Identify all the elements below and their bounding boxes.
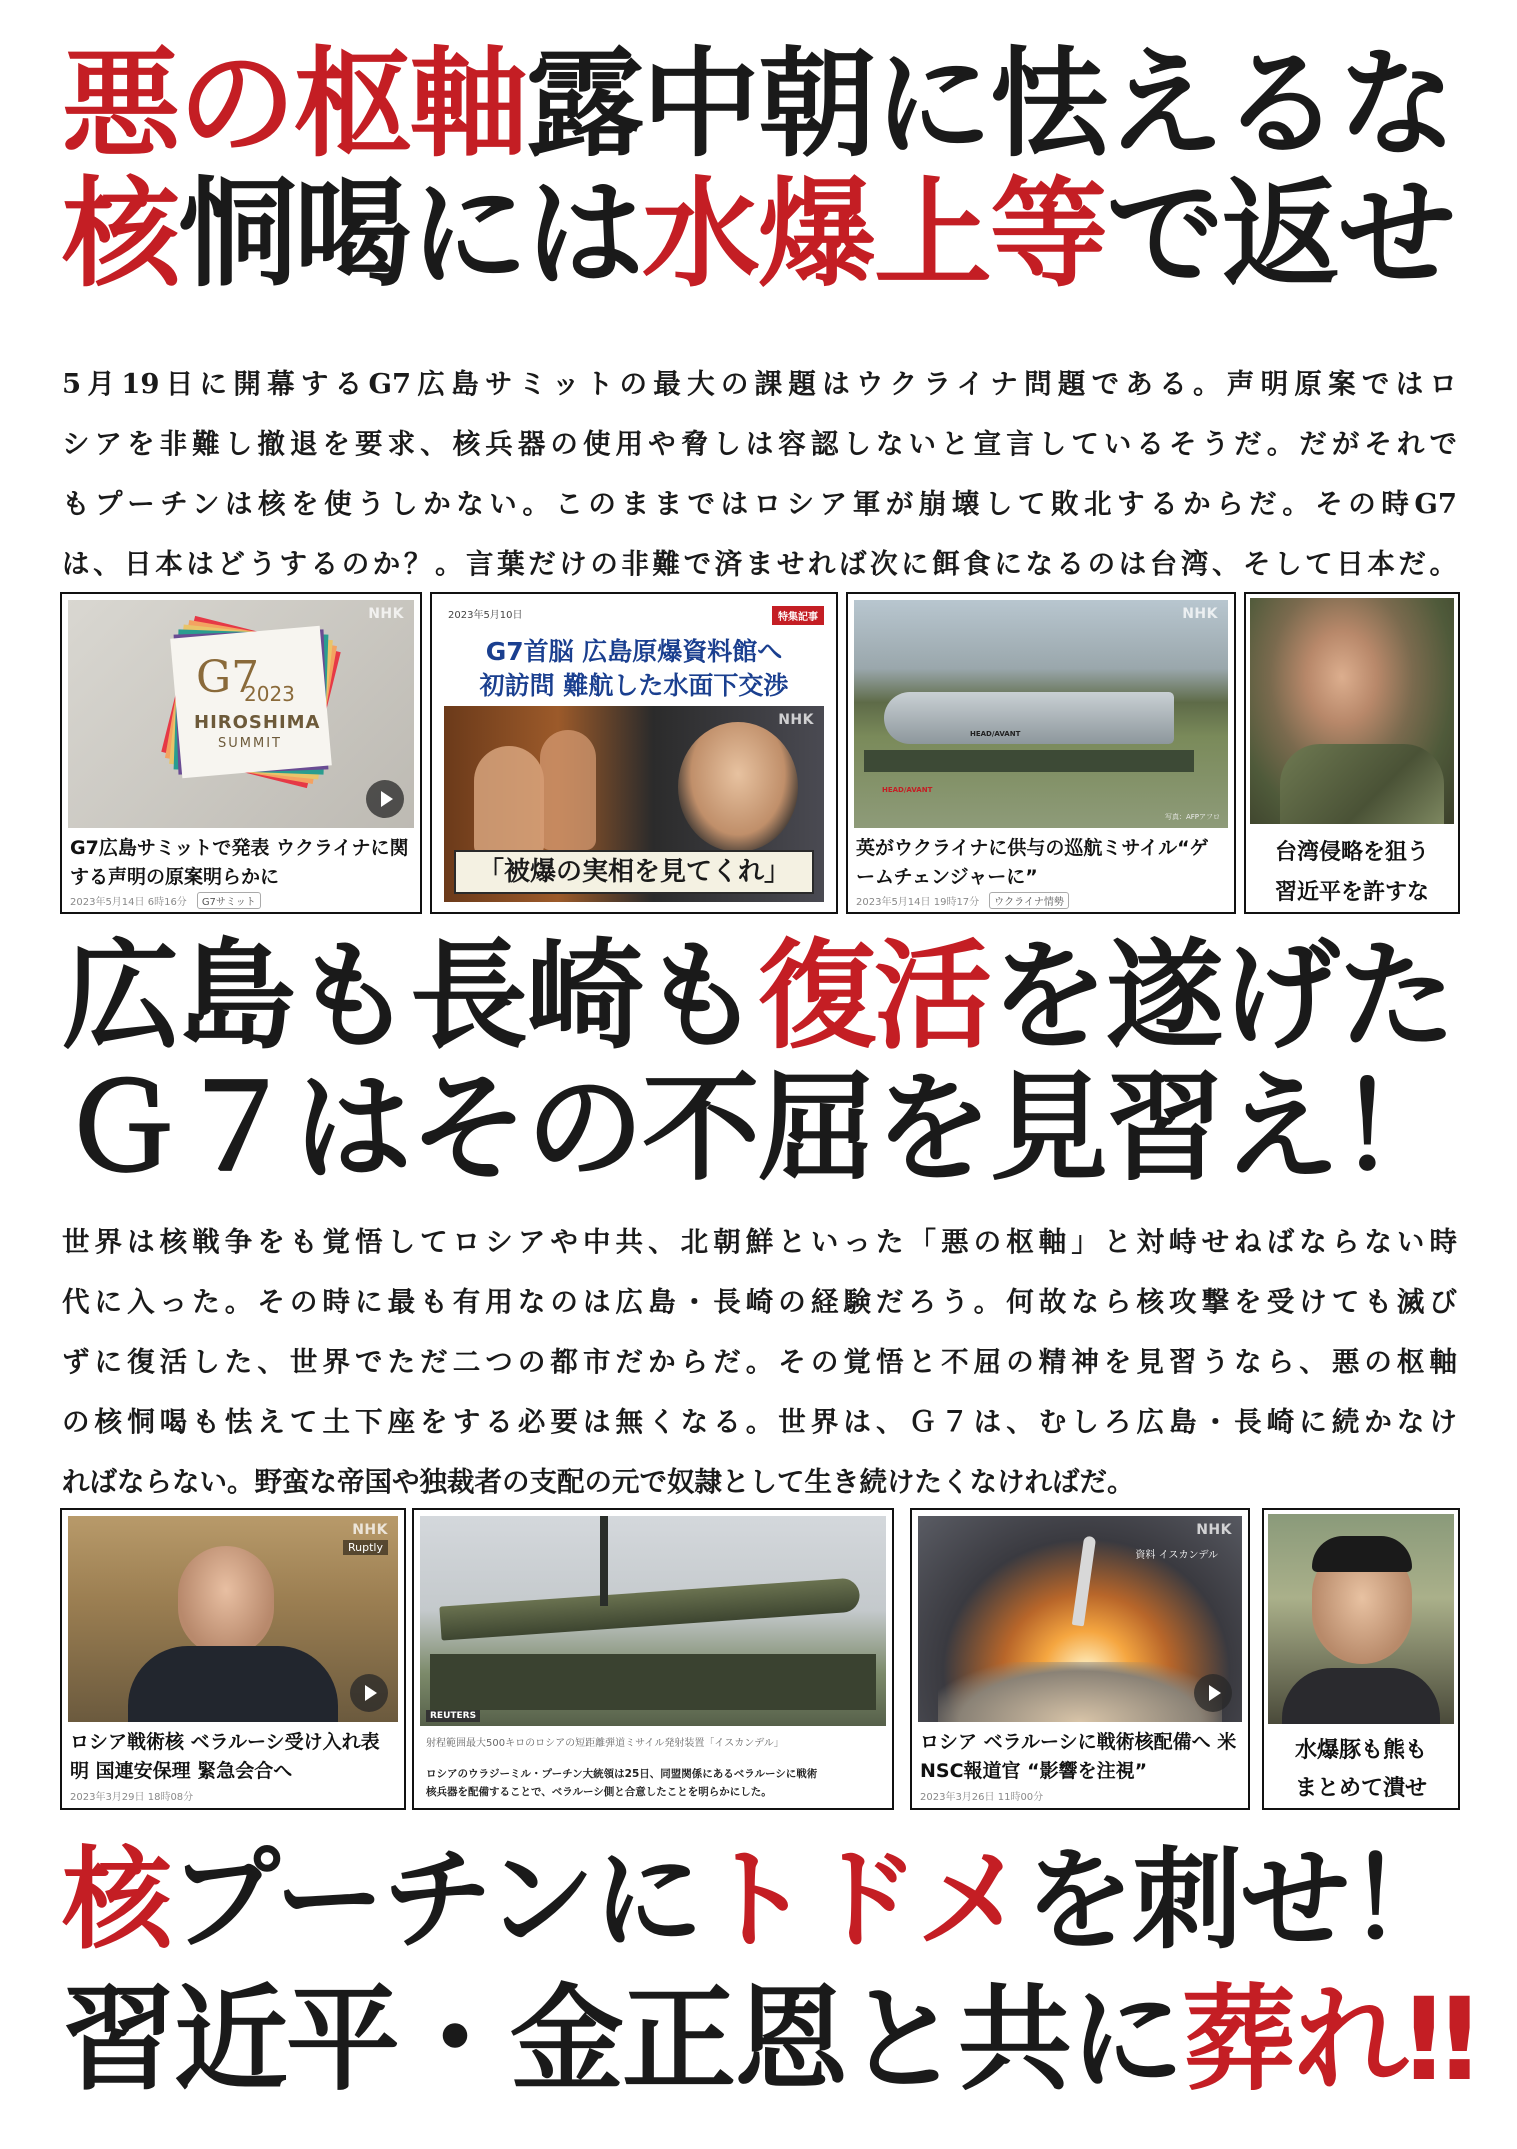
card-date: 2023年3月29日 18時08分 [70,1792,194,1803]
card-date: 2023年3月26日 11時00分 [920,1792,1044,1803]
feature-badge: 特集記事 [772,606,824,625]
g7-logo-image [68,600,414,828]
portrait-caption-line-2: まとめて潰せ [1294,1775,1427,1801]
card-date: 2023年5月14日 19時17分 [856,897,980,908]
card-caption: 英がウクライナに供与の巡航ミサイル“ゲームチェンジャーに” [856,837,1209,888]
portrait-caption-line-1: 水爆豚も熊も [1294,1737,1427,1763]
missile-body [884,692,1174,744]
headline-red-text: 復活 [758,927,991,1065]
headline-red-text: 葬れ‼ [1182,1973,1476,2106]
headline-black-text: で返せ [1106,165,1455,303]
missile-trailer [864,750,1194,772]
nhk-logo: NHK [778,712,814,728]
g7-logo-city: HIROSHIMA [194,712,321,733]
missile-body [439,1577,860,1640]
photo-subtitle: 射程範囲最大500キロのロシアの短距離弾道ミサイル発射装置「イスカンデル」 [426,1738,784,1749]
suit [128,1646,338,1722]
paragraph-line: 5月19日に開幕するG7広島サミットの最大の課題はウクライナ問題である。声明原案ではロ [62,368,1457,400]
headline-red-text: 核 [62,1836,170,1964]
card-tag: G7サミット [197,892,261,909]
headline-1-line-2 [62,165,1477,303]
portrait-caption-line-1: 台湾侵略を狙う [1274,839,1429,865]
headline-2-line-1 [62,927,1477,1065]
card-date-row [920,1788,1043,1803]
news-card-tactical-nuke[interactable] [60,1508,406,1810]
paragraph-line: ずに復活した、世界でただ二つの都市だからだ。その覚悟と不屈の精神を見習うなら、悪の枢軸 [62,1346,1457,1378]
headline-1-line-1 [62,35,1477,173]
uniform [1280,744,1444,824]
card-date-row [70,892,261,909]
card-caption: G7広島サミットで発表 ウクライナに関する声明の原案明らかに [70,837,409,888]
nhk-logo: NHK [1182,606,1218,622]
headline-black-text: 恫喝には [178,165,643,303]
headline-2-line-2: Ｇ７はその不屈を見習え！ [62,1059,1455,1197]
headline-black-text: 露中朝に怯えるな [526,35,1455,173]
card-tag: ウクライナ情勢 [989,892,1069,909]
paragraph-line: は、日本はどうするのか？。言葉だけの非難で済ませれば次に餌食になるのは台湾、そして日本だ。 [62,548,1457,580]
figure-silhouette [540,730,596,850]
nhk-logo: NHK [368,606,404,622]
play-icon[interactable] [366,780,404,818]
iskander-photo [420,1516,886,1726]
feature-title-line-1: G7首脳 広島原爆資料館へ [485,637,783,666]
quote-banner: 「被爆の実相を見てくれ」 [454,850,814,894]
card-date-top: 2023年5月10日 [448,610,523,621]
paragraph-line: ればならない。野蛮な帝国や独裁者の支配の元で奴隷として生き続けたくなければだ。 [62,1466,1135,1498]
kim-photo [1268,1514,1454,1724]
headline-black-text: プーチンに [170,1836,702,1964]
nhk-logo: NHK [1196,1522,1232,1538]
article-text-line-2: 核兵器を配備することで、ベラルーシ側と合意したことを明らかにした。 [426,1786,772,1798]
headline-black-text: を刺せ！ [1024,1836,1457,1964]
portrait-card-kim [1262,1508,1460,1810]
headline-red-text: 悪の枢軸 [62,35,527,173]
g7-logo-summit: SUMMIT [218,736,282,751]
card-caption: ロシア戦術核 ベラルーシ受け入れ表明 国連安保理 緊急会合へ [70,1731,380,1782]
headline-red-text: 水爆上等 [642,165,1107,303]
hair [1312,1536,1412,1572]
main-paragraph [62,1212,1457,1512]
feature-photo [444,706,824,902]
card-date: 2023年5月14日 6時16分 [70,897,187,908]
paragraph-line: もプーチンは核を使うしかない。このままではロシア軍が崩壊して敗北するからだ。その時G7 [62,488,1457,520]
photo-credit: 写真：AFPアフロ [1164,813,1220,821]
smoke-cloud [938,1662,1222,1722]
headline-black-text: 習近平・金正恩と共に [62,1973,1183,2106]
headline-3-line-2 [62,1974,1477,2106]
news-card-iskander[interactable] [412,1508,894,1810]
article-text-line-1: ロシアのウラジーミル・プーチン大統領は25日、同盟関係にあるベラルーシに戦術 [426,1768,818,1780]
card-date-row [856,892,1069,909]
paragraph-line: 代に入った。その時に最も有用なのは広島・長崎の経験だろう。何故なら核攻撃を受けても滅び [62,1286,1457,1318]
portrait-face [678,722,798,852]
putin-photo [68,1516,398,1722]
g7-logo-year: 2023 [244,682,295,706]
headline-3-line-1 [62,1834,1477,1966]
feature-title-line-2: 初訪問 難航した水面下交渉 [479,671,789,700]
news-card-cruise-missile[interactable] [846,592,1236,914]
card-date-row [70,1788,193,1803]
headline-red-text: 核 [62,165,179,303]
launcher-vehicle [430,1654,876,1710]
portrait-caption-line-2: 習近平を許すな [1274,879,1429,905]
trailer-sign: HEAD/AVANT [882,786,933,794]
headline-black-text: を遂げた [990,927,1455,1065]
play-icon[interactable] [350,1674,388,1712]
paragraph-line: シアを非難し撤退を要求、核兵器の使用や脅しは容認しないと宣言しているそうだ。だがそれで [62,428,1457,460]
paragraph-line: 世界は核戦争をも覚悟してロシアや中共、北朝鮮といった「悪の枢軸」と対峙せねばならない時 [62,1226,1457,1258]
card-caption: ロシア ベラルーシに戦術核配備へ 米NSC報道官 “影響を注視” [920,1731,1237,1782]
source-label: REUTERS [426,1710,480,1722]
launch-photo [918,1516,1242,1722]
crane-arm [600,1516,608,1606]
news-card-g7-statement[interactable] [60,592,422,914]
xi-photo [1250,598,1454,824]
paragraph-line: の核恫喝も怯えて土下座をする必要は無くなる。世界は、Ｇ７は、むしろ広島・長崎に続かなけ [62,1406,1457,1438]
portrait-card-xi [1244,592,1460,914]
photo-overlay-label: 資料 イスカンデル [1135,1550,1218,1561]
nhk-logo: NHK [352,1522,388,1538]
missile-photo [854,600,1228,828]
play-icon[interactable] [1194,1674,1232,1712]
g7-logo-text: G7 [196,652,260,703]
source-label: Ruptly [343,1540,388,1555]
trailer-sign: HEAD/AVANT [970,730,1021,738]
news-card-museum-visit[interactable] [430,592,838,914]
headline-black-text: 広島も長崎も [62,927,759,1065]
suit [1282,1668,1440,1724]
headline-red-text: トドメ [701,1836,1025,1964]
rocket [1072,1536,1096,1627]
news-card-nsc-statement[interactable] [910,1508,1250,1810]
face [178,1546,274,1656]
figure-silhouette [474,746,544,856]
intro-paragraph [62,354,1457,594]
